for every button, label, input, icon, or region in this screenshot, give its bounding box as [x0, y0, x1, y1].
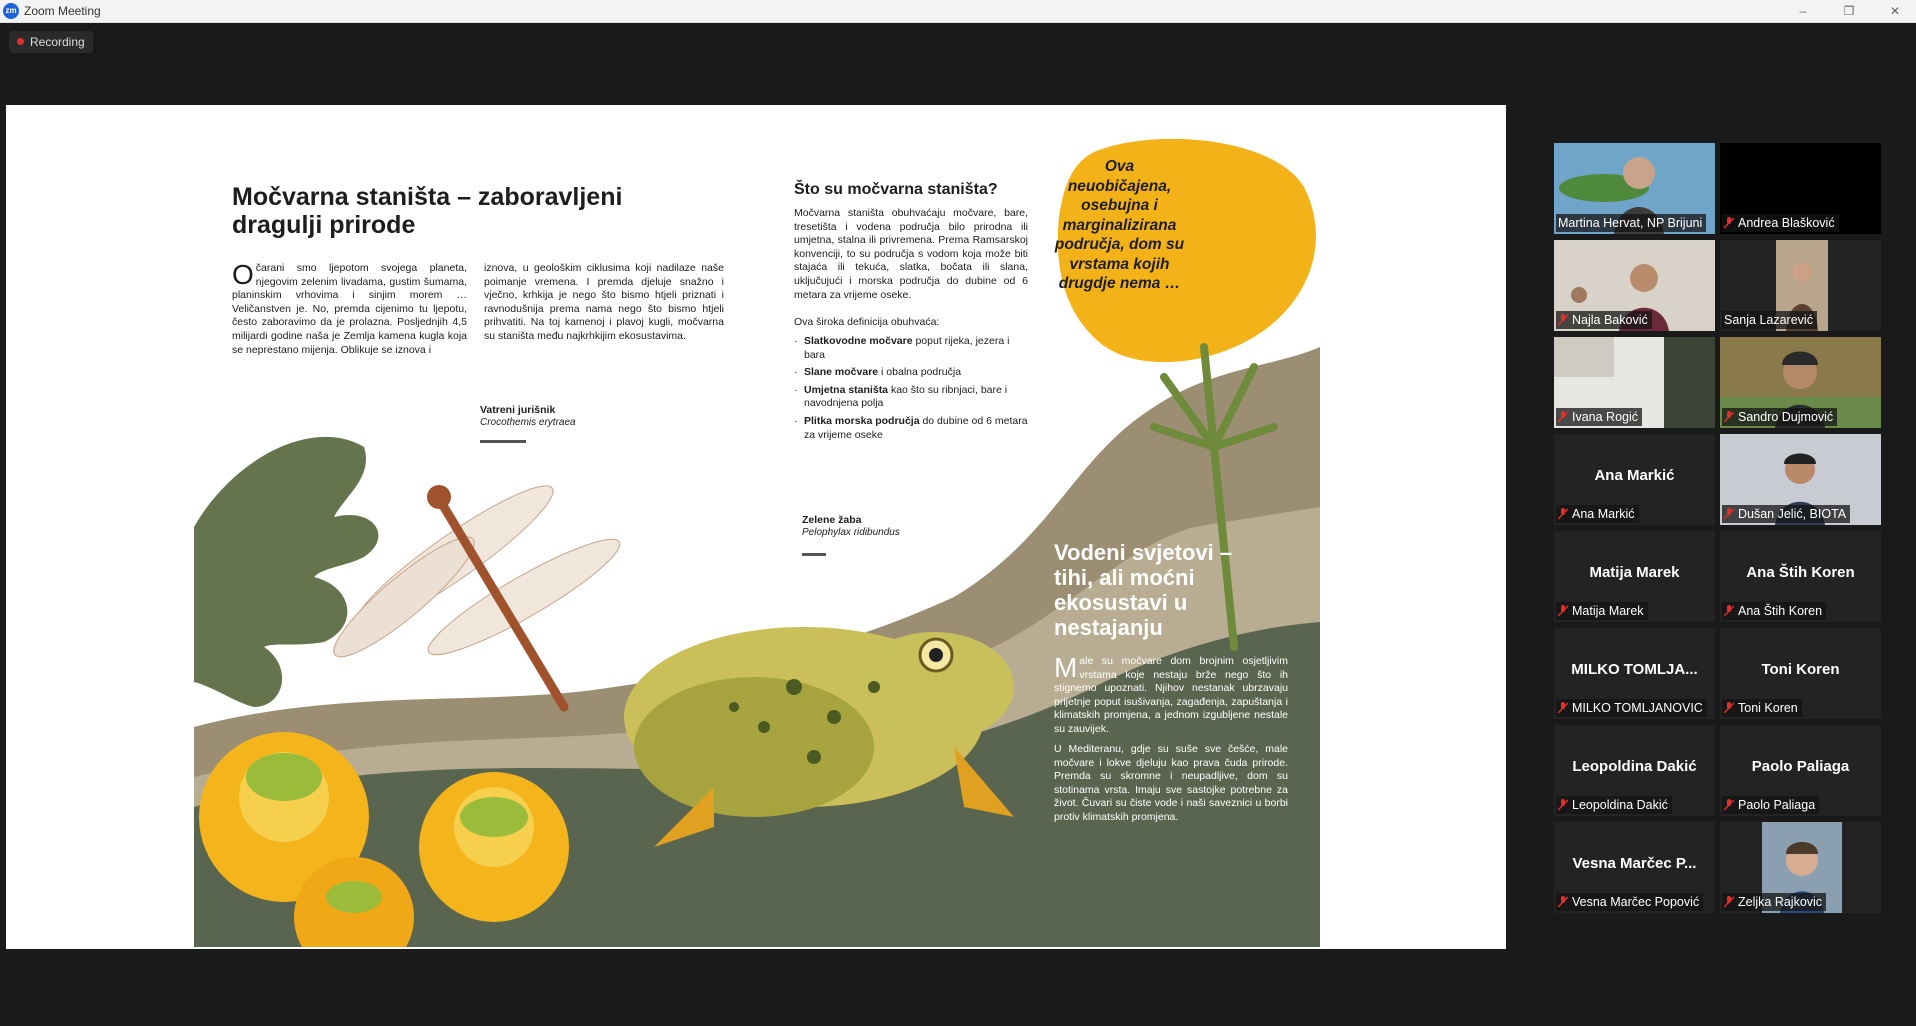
mic-muted-icon: [1724, 411, 1734, 423]
restore-icon[interactable]: ❐: [1843, 4, 1855, 18]
participant-tile[interactable]: [1554, 434, 1715, 525]
right-paragraph-2: U Mediteranu, gdje su suše sve češće, male močvare i lokve djeluju kao prava čuda prirode. Premda su skromne i neupadljive, dom su stotinama vrsta. Imaju sve sastojke potrebne za život. Čuvari su čiste vode i naši saveznici u borbi protiv klimatskih promjena.: [1054, 743, 1288, 823]
right-dropcap: M: [1054, 652, 1078, 683]
participant-name: Zeljka Rajkovic: [1722, 893, 1826, 911]
participant-tile[interactable]: [1720, 822, 1881, 913]
list-item: · Plitka morska područja do dubine od 6 metara za vrijeme oseke: [794, 415, 1030, 442]
middle-intro: Ova široka definicija obuhvaća:: [794, 316, 940, 328]
recording-label: Recording: [30, 35, 85, 49]
caption-dragonfly-title: Vatreni jurišnik: [480, 404, 556, 416]
participant-display-name: MILKO TOMLJA...: [1571, 661, 1698, 678]
list-item: · Slane močvare i obalna područja: [794, 366, 1030, 380]
participant-tile[interactable]: [1720, 143, 1881, 234]
participant-display-name: Ana Markić: [1594, 467, 1675, 484]
list-item: · Umjetna staništa kao što su ribnjaci, bare i navodnjena polja: [794, 384, 1030, 411]
participant-tile[interactable]: [1720, 337, 1881, 428]
participant-display-name: Toni Koren: [1761, 661, 1840, 678]
shared-screen: [6, 105, 1506, 949]
participant-display-name: Matija Marek: [1589, 564, 1680, 581]
participant-name: MILKO TOMLJANOVIC: [1556, 699, 1707, 717]
minimize-icon[interactable]: –: [1799, 4, 1807, 18]
participant-name: Leopoldina Dakić: [1556, 796, 1672, 814]
left-dropcap: O: [232, 259, 254, 290]
mic-muted-icon: [1558, 605, 1568, 617]
participant-name: Matija Marek: [1556, 602, 1648, 620]
participant-tile[interactable]: [1720, 240, 1881, 331]
mic-muted-icon: [1558, 314, 1568, 326]
participant-name: Paolo Paliaga: [1722, 796, 1819, 814]
recording-dot-icon: [17, 38, 24, 45]
participant-name: Ana Štih Koren: [1722, 602, 1826, 620]
mic-muted-icon: [1558, 508, 1568, 520]
participant-tile[interactable]: [1720, 531, 1881, 622]
definition-list: [794, 335, 1030, 446]
close-icon[interactable]: ✕: [1889, 4, 1901, 18]
participant-tile[interactable]: [1554, 628, 1715, 719]
participant-name: Ana Markić: [1556, 505, 1639, 523]
left-column-2: iznova, u geološkim ciklusima koji nadilaze naše poimanje vremena. I premda djeluje snažno i vječno, krhkija je nego što bismo htjeli priznati i ravnodušnija prema nama nego što bismo htjeli prihvatiti. Na toj kamenoj i plavoj kugli, močvarna su staništa među najkrhkijim ekosustavima.: [484, 262, 724, 342]
mic-muted-icon: [1724, 702, 1734, 714]
mic-muted-icon: [1558, 896, 1568, 908]
caption-dragonfly-rule: [480, 440, 526, 443]
participant-tile[interactable]: [1554, 531, 1715, 622]
brochure-spread: [194, 127, 1320, 947]
left-title: Močvarna staništa – zaboravljeni dragulji prirode: [232, 183, 623, 239]
participant-name: Toni Koren: [1722, 699, 1802, 717]
participant-name: Vesna Marčec Popović: [1556, 893, 1703, 911]
caption-frog-rule: [802, 553, 826, 556]
mic-muted-icon: [1724, 605, 1734, 617]
participant-name: Martina Hervat, NP Brijuni: [1556, 214, 1706, 232]
mic-muted-icon: [1724, 799, 1734, 811]
caption-dragonfly-species: Crocothemis erytraea: [480, 417, 576, 428]
participant-display-name: Paolo Paliaga: [1751, 758, 1850, 775]
participant-name: Andrea Blašković: [1722, 214, 1839, 232]
right-paragraph-1-text: ale su močvare dom brojnim osjetljivim vrstama koje nestaju brže nego što ih stignemo upoznati. Njihov nestanak ubrzavaju prijetnje poput isušivanja, zagađenja, zapuštanja i klimatskih promjena, a jednom izgubljene nestale su zauvijek.: [1054, 655, 1288, 735]
participant-display-name: Ana Štih Koren: [1746, 564, 1855, 581]
left-column-1-text: čarani smo ljepotom svojega planeta, njegovim zelenim livadama, gustim šumama, planinskim vrhovima i sinjim morem … Veličanstven je. No, premda cijenimo tu ljepotu, često zaboravimo da je prolazna. Posljednjih 4,5 milijardi godine naša je Zemlja kamena kugla koja se neprestano mijenja. Oblikuje se iznova i: [232, 262, 467, 356]
window-title: Zoom Meeting: [24, 4, 101, 18]
participant-tile[interactable]: [1554, 240, 1715, 331]
mic-muted-icon: [1558, 799, 1568, 811]
right-paragraph-1: [1054, 652, 1288, 737]
participant-tile[interactable]: [1554, 337, 1715, 428]
recording-indicator[interactable]: [9, 31, 93, 53]
participant-tile[interactable]: [1720, 725, 1881, 816]
mic-muted-icon: [1558, 702, 1568, 714]
pull-quote: Ova neuobičajena, osebujna i marginalizirana područja, dom su vrstama kojih drugdje nema …: [1054, 158, 1185, 292]
zoom-logo-icon: zm: [3, 3, 19, 19]
middle-body: Močvarna staništa obuhvaćaju močvare, bare, tresetišta i vodena područja bilo prirodna ili umjetna, stalna ili privremena. Prema Ramsarskoj konvenciji, to su područja s vodom koja može biti stajaća ili tekuća, slatka, bočata ili slana, uključujući i morska područja do dubine od 6 metara za vrijeme oseke.: [794, 207, 1028, 301]
caption-frog-title: Zelene žaba: [802, 514, 862, 526]
participant-tile[interactable]: [1720, 434, 1881, 525]
participant-tile[interactable]: [1554, 822, 1715, 913]
participant-name: Najla Baković: [1556, 311, 1652, 329]
participant-display-name: Vesna Marčec P...: [1572, 855, 1697, 872]
mic-muted-icon: [1724, 896, 1734, 908]
mic-muted-icon: [1558, 411, 1568, 423]
participant-display-name: Leopoldina Dakić: [1572, 758, 1697, 775]
participant-tile[interactable]: [1554, 725, 1715, 816]
list-item: · Slatkovodne močvare poput rijeka, jezera i bara: [794, 335, 1030, 362]
participant-name: Sandro Dujmović: [1722, 408, 1837, 426]
right-title: Vodeni svjetovi – tihi, ali moćni ekosustavi u nestajanju: [1054, 540, 1233, 640]
left-column-1: [232, 259, 467, 357]
participant-name: Dušan Jelić, BIOTA: [1722, 505, 1850, 523]
title-bar: [0, 0, 1916, 23]
caption-frog-species: Pelophylax ridibundus: [802, 527, 900, 538]
mic-muted-icon: [1724, 508, 1734, 520]
middle-title: Što su močvarna staništa?: [794, 181, 998, 198]
participant-tile[interactable]: [1720, 628, 1881, 719]
mic-muted-icon: [1724, 217, 1734, 229]
participant-tile[interactable]: [1554, 143, 1715, 234]
participant-name: Ivana Rogić: [1556, 408, 1642, 426]
participant-name: Sanja Lazarević: [1722, 311, 1817, 329]
